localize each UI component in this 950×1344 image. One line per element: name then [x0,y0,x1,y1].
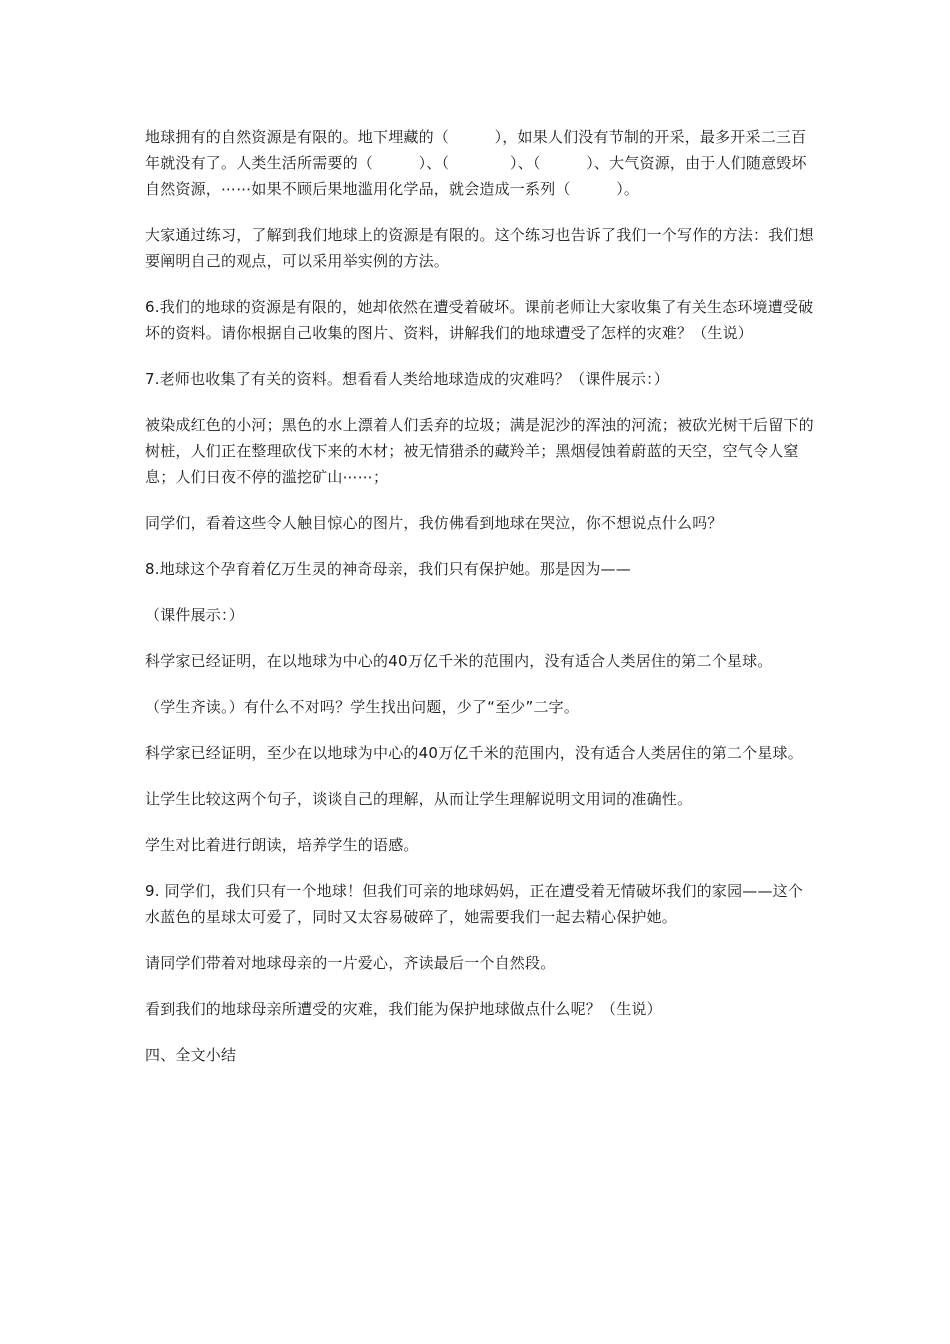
paragraph-read-last-section: 请同学们带着对地球母亲的一片爱心，齐读最后一个自然段。 [145,954,556,972]
paragraph-writing-method: 大家通过练习，了解到我们地球上的资源是有限的。这个练习也告诉了我们一个写作的方法：我们想要阐明自己的观点，可以采用举实例的方法。 [145,226,814,270]
paragraph-disaster-list: 被染成红色的小河；黑色的水上漂着人们丢弃的垃圾；满是泥沙的浑浊的河流；被砍光树干后留下的树桩，人们正在整理砍伐下来的木材；被无情猎杀的藏羚羊；黑烟侵蚀着蔚蓝的天空，空气令人窒息；人们日夜不停的滥挖矿山⋯⋯； [145,416,814,486]
paragraph-resources-fill-blank: 地球拥有的自然资源是有限的。地下埋藏的（ ），如果人们没有节制的开采，最多开采二三百年就没有了。人类生活所需要的（ ）、（ ）、（ ）、大气资源，由于人们随意毁坏自然资源，⋯⋯如果不顾后果地滥用化学品，就会造成一系列（ ）。 [145,128,807,198]
paragraph-step-9: 9. 同学们，我们只有一个地球！但我们可亲的地球妈妈，正在遭受着无情破坏我们的家园——这个水蓝色的星球太可爱了，同时又太容易破碎了，她需要我们一起去精心保护她。 [145,882,804,926]
paragraph-courseware-display: （课件展示：） [145,606,244,624]
paragraph-step-7: 7.老师也收集了有关的资料。想看看人类给地球造成的灾难吗？（课件展示：） [145,370,670,388]
paragraph-read-aloud: 学生对比着进行朗读，培养学生的语感。 [145,836,419,854]
paragraph-crying-earth: 同学们，看着这些令人触目惊心的图片，我仿佛看到地球在哭泣，你不想说点什么吗？ [145,514,723,532]
paragraph-scientist-sentence-1: 科学家已经证明，在以地球为中心的40万亿千米的范围内，没有适合人类居住的第二个星球。 [145,652,773,670]
paragraph-students-read: （学生齐读。）有什么不对吗？学生找出问题，少了“至少”二字。 [145,698,580,716]
section-heading-summary: 四、全文小结 [145,1046,237,1064]
paragraph-protect-earth: 看到我们的地球母亲所遭受的灾难，我们能为保护地球做点什么呢？（生说） [145,1000,662,1018]
paragraph-scientist-sentence-2: 科学家已经证明，至少在以地球为中心的40万亿千米的范围内，没有适合人类居住的第二个星球。 [145,744,803,762]
paragraph-step-8: 8.地球这个孕育着亿万生灵的神奇母亲，我们只有保护她。那是因为—— [145,560,631,578]
document-body [145,124,815,1088]
paragraph-step-6: 6.我们的地球的资源是有限的，她却依然在遭受着破坏。课前老师让大家收集了有关生态环境遭受破坏的资料。请你根据自己收集的图片、资料，讲解我们的地球遭受了怎样的灾难？（生说） [145,298,814,342]
paragraph-compare-sentences: 让学生比较这两个句子，谈谈自己的理解，从而让学生理解说明文用词的准确性。 [145,790,693,808]
